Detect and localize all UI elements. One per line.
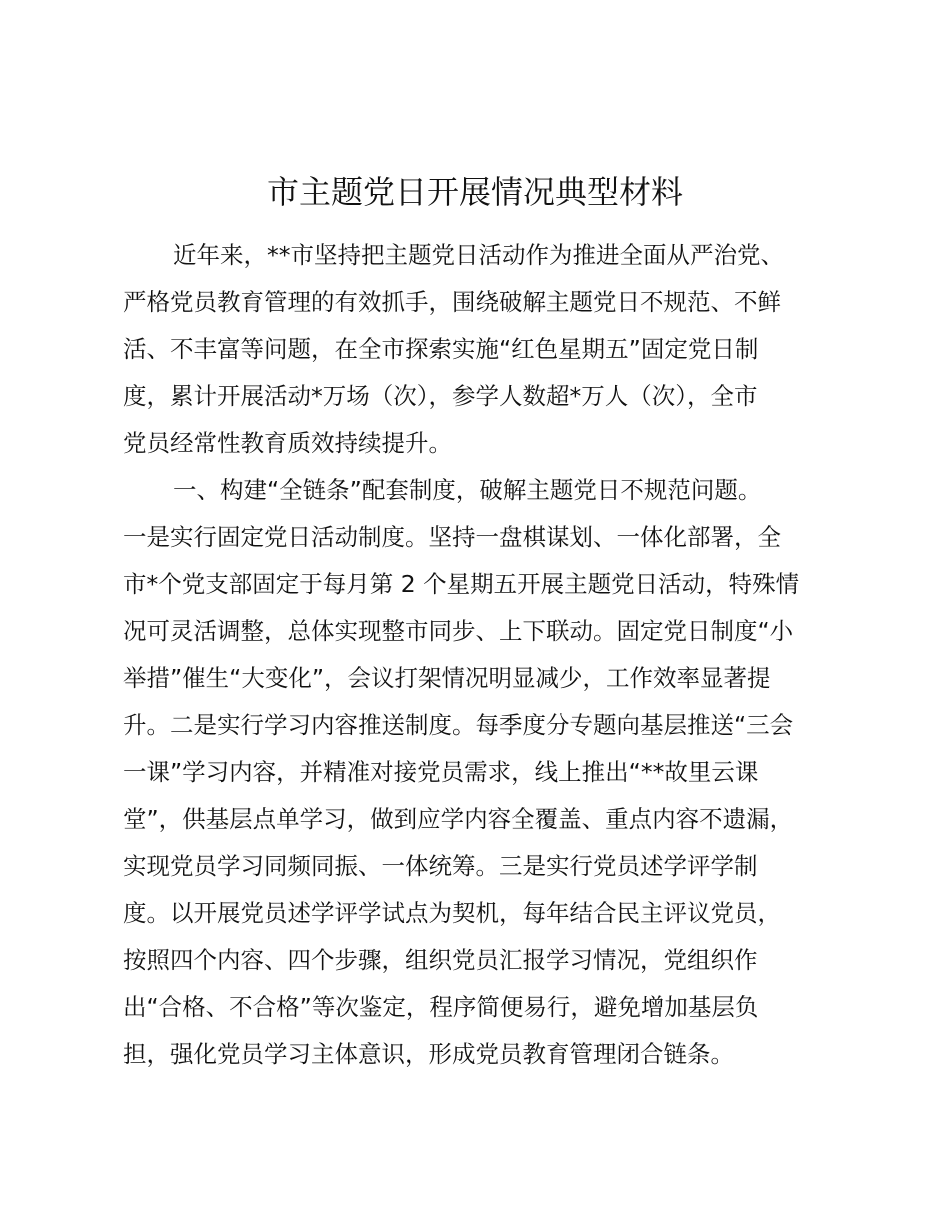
paragraph-line: 活、不丰富等问题，在全市探索实施“红色星期五”固定党日制 (123, 335, 759, 363)
paragraph-line: 举措”催生“大变化”，会议打架情况明显减少，工作效率显著提 (123, 664, 771, 692)
paragraph-line: 实现党员学习同频同振、一体统筹。三是实行党员述学评学制 (123, 852, 758, 880)
paragraph-line: 度，累计开展活动*万场（次），参学人数超*万人（次），全市 (123, 382, 758, 410)
paragraph-line: 出“合格、不合格”等次鉴定，程序简便易行，避免增加基层负 (123, 993, 759, 1021)
paragraph-line: 按照四个内容、四个步骤，组织党员汇报学习情况，党组织作 (123, 946, 758, 974)
paragraph-line: 况可灵活调整，总体实现整市同步、上下联动。固定党日制度“小 (123, 617, 794, 645)
paragraph-line: 近年来，**市坚持把主题党日活动作为推进全面从严治党、 (173, 241, 784, 269)
paragraph-line: 一课”学习内容，并精准对接党员需求，线上推出“**故里云课 (123, 758, 759, 786)
paragraph-line: 升。二是实行学习内容推送制度。每季度分专题向基层推送“三会 (123, 711, 794, 739)
paragraph-line: 堂”，供基层点单学习，做到应学内容全覆盖、重点内容不遗漏， (123, 805, 794, 833)
paragraph-line: 度。以开展党员述学评学试点为契机，每年结合民主评议党员， (123, 899, 781, 927)
document-title: 市主题党日开展情况典型材料 (266, 173, 683, 211)
paragraph-line: 严格党员教育管理的有效抓手，围绕破解主题党日不规范、不鲜 (123, 288, 781, 316)
paragraph-line: 党员经常性教育质效持续提升。 (123, 429, 452, 457)
paragraph-line: 一是实行固定党日活动制度。坚持一盘棋谋划、一体化部署，全 (123, 523, 781, 551)
paragraph-line: 担，强化党员学习主体意识，形成党员教育管理闭合链条。 (123, 1040, 734, 1068)
section-heading-line: 一、构建“全链条”配套制度，破解主题党日不规范问题。 (173, 476, 762, 504)
document-body (123, 232, 835, 1078)
paragraph-line: 市*个党支部固定于每月第 2 个星期五开展主题党日活动，特殊情 (123, 570, 800, 598)
